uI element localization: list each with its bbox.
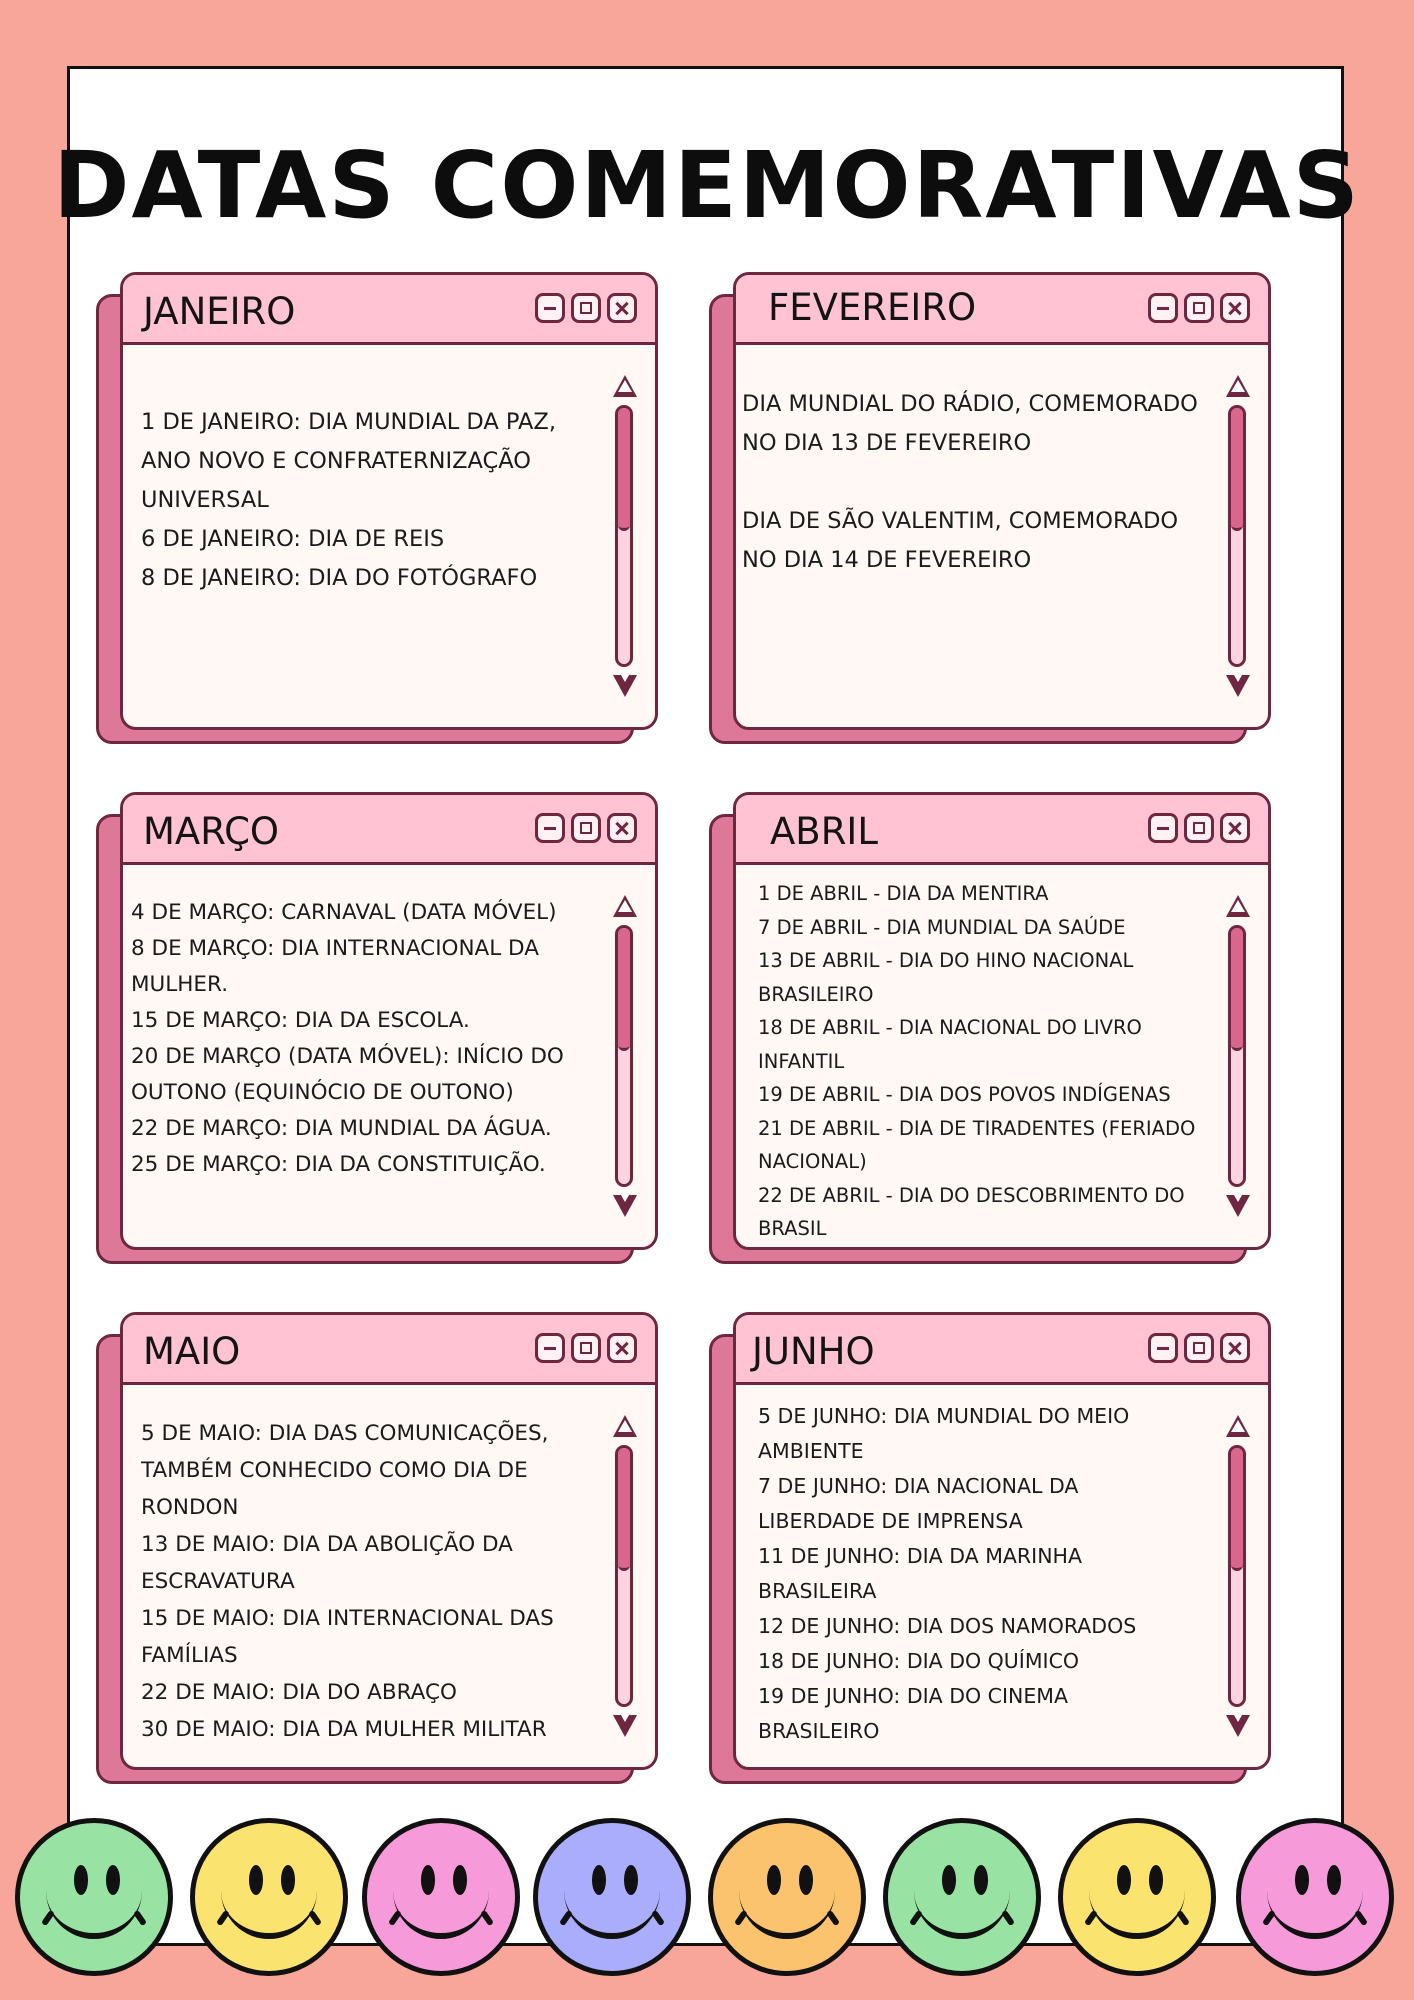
window-content — [758, 1399, 1213, 1769]
window-title: FEVEREIRO — [768, 286, 977, 329]
close-icon[interactable] — [1220, 1333, 1250, 1363]
maximize-icon[interactable] — [571, 293, 601, 323]
smiley-mouth — [393, 1875, 489, 1939]
minimize-icon[interactable] — [535, 813, 565, 843]
scroll-down-icon[interactable] — [1226, 675, 1250, 697]
window-titlebar[interactable] — [736, 795, 1268, 865]
list-item: 5 DE JUNHO: DIA MUNDIAL DO MEIO AMBIENTE — [758, 1404, 1130, 1463]
scroll-up-icon[interactable] — [613, 375, 637, 397]
window-frame — [733, 1312, 1271, 1770]
list-item: 8 DE MARÇO: DIA INTERNACIONAL DA MULHER. — [131, 936, 539, 997]
scroll-down-icon[interactable] — [1226, 1195, 1250, 1217]
window-marco — [120, 792, 658, 1250]
smiley-mouth — [46, 1875, 142, 1939]
scroll-up-icon[interactable] — [1226, 375, 1250, 397]
scrollbar[interactable] — [615, 925, 633, 1187]
smiley-mouth — [739, 1875, 835, 1939]
maximize-icon[interactable] — [1184, 1333, 1214, 1363]
scrollbar[interactable] — [1228, 1445, 1246, 1707]
smiley-mouth — [221, 1875, 317, 1939]
smiley-face-icon — [708, 1818, 866, 1976]
list-item: 18 DE ABRIL - DIA NACIONAL DO LIVRO INFANTIL — [758, 1016, 1142, 1073]
window-controls — [1148, 813, 1250, 843]
close-icon[interactable] — [607, 293, 637, 323]
window-title: JANEIRO — [143, 290, 296, 333]
maximize-icon[interactable] — [571, 1333, 601, 1363]
window-abril — [733, 792, 1271, 1250]
window-content — [758, 877, 1218, 1247]
maximize-icon[interactable] — [1184, 293, 1214, 323]
list-item: 12 DE JUNHO: DIA DOS NAMORADOS — [758, 1614, 1137, 1638]
minimize-icon[interactable] — [1148, 813, 1178, 843]
smiley-face-icon — [362, 1818, 520, 1976]
spacer-line — [742, 463, 1212, 502]
window-content — [141, 403, 596, 730]
window-content — [131, 895, 601, 1245]
window-controls — [535, 293, 637, 323]
smiley-mouth — [564, 1875, 660, 1939]
list-item: 15 DE MAIO: DIA INTERNACIONAL DAS FAMÍLIAS — [141, 1606, 554, 1668]
window-title: MAIO — [143, 1330, 241, 1373]
scroll-down-icon[interactable] — [613, 675, 637, 697]
smiley-mouth — [1089, 1875, 1185, 1939]
window-frame — [733, 272, 1271, 730]
list-item: 5 DE MAIO: DIA DAS COMUNICAÇÕES, TAMBÉM CONHECIDO COMO DIA DE RONDON — [141, 1421, 549, 1520]
minimize-icon[interactable] — [535, 1333, 565, 1363]
window-content — [141, 1415, 596, 1765]
window-frame — [120, 792, 658, 1250]
scrollbar-thumb[interactable] — [618, 408, 630, 531]
list-item: 7 DE ABRIL - DIA MUNDIAL DA SAÚDE — [758, 915, 1126, 939]
list-item: 18 DE JUNHO: DIA DO QUÍMICO — [758, 1649, 1080, 1673]
close-icon[interactable] — [1220, 293, 1250, 323]
minimize-icon[interactable] — [535, 293, 565, 323]
scrollbar-thumb[interactable] — [1231, 1448, 1243, 1571]
list-item: 22 DE MAIO: DIA DO ABRAÇO — [141, 1680, 457, 1705]
page-title: DATAS COMEMORATIVAS — [53, 132, 1361, 239]
window-content — [742, 385, 1212, 730]
window-titlebar[interactable] — [123, 1315, 655, 1385]
close-icon[interactable] — [607, 1333, 637, 1363]
scrollbar-thumb[interactable] — [1231, 928, 1243, 1051]
scrollbar-thumb[interactable] — [1231, 408, 1243, 531]
window-title: MARÇO — [143, 810, 280, 853]
window-titlebar[interactable] — [123, 795, 655, 865]
smiley-face-icon — [1058, 1818, 1216, 1976]
scrollbar-thumb[interactable] — [618, 1448, 630, 1571]
list-item: 20 DE MARÇO (DATA MÓVEL): INÍCIO DO OUTONO (EQUINÓCIO DE OUTONO) — [131, 1044, 564, 1105]
list-item: DIA MUNDIAL DO RÁDIO, COMEMORADO NO DIA 13 DE FEVEREIRO — [742, 391, 1198, 456]
scrollbar-thumb[interactable] — [618, 928, 630, 1051]
scroll-down-icon[interactable] — [613, 1715, 637, 1737]
smiley-mouth — [1267, 1875, 1363, 1939]
list-item: 8 DE JANEIRO: DIA DO FOTÓGRAFO — [141, 565, 538, 591]
list-item: 13 DE ABRIL - DIA DO HINO NACIONAL BRASILEIRO — [758, 949, 1134, 1006]
list-item: 22 DE MARÇO: DIA MUNDIAL DA ÁGUA. — [131, 1116, 552, 1141]
scrollbar[interactable] — [615, 405, 633, 667]
list-item: 21 DE ABRIL - DIA DE TIRADENTES (FERIADO NACIONAL) — [758, 1116, 1196, 1173]
smiley-face-icon — [15, 1818, 173, 1976]
maximize-icon[interactable] — [571, 813, 601, 843]
window-fevereiro — [733, 272, 1271, 730]
list-item: 25 DE MARÇO: DIA DA CONSTITUIÇÃO. — [131, 1152, 546, 1177]
window-controls — [1148, 1333, 1250, 1363]
close-icon[interactable] — [1220, 813, 1250, 843]
smiley-face-icon — [1236, 1818, 1394, 1976]
window-controls — [1148, 293, 1250, 323]
scroll-up-icon[interactable] — [613, 1415, 637, 1437]
list-item: 1 DE JANEIRO: DIA MUNDIAL DA PAZ, ANO NOVO E CONFRATERNIZAÇÃO UNIVERSAL — [141, 409, 556, 513]
window-maio — [120, 1312, 658, 1770]
scroll-down-icon[interactable] — [1226, 1715, 1250, 1737]
list-item: 6 DE JANEIRO: DIA DE REIS — [141, 526, 445, 552]
list-item: 19 DE JUNHO: DIA DO CINEMA BRASILEIRO — [758, 1684, 1069, 1743]
scroll-up-icon[interactable] — [1226, 1415, 1250, 1437]
maximize-icon[interactable] — [1184, 813, 1214, 843]
window-titlebar[interactable] — [736, 1315, 1268, 1385]
smiley-face-icon — [190, 1818, 348, 1976]
list-item: 30 DE MAIO: DIA DA MULHER MILITAR — [141, 1717, 547, 1742]
list-item: 22 DE ABRIL - DIA DO DESCOBRIMENTO DO BRASIL — [758, 1183, 1185, 1240]
close-icon[interactable] — [607, 813, 637, 843]
scroll-up-icon[interactable] — [1226, 895, 1250, 917]
window-title: ABRIL — [770, 810, 878, 853]
list-item: 11 DE JUNHO: DIA DA MARINHA BRASILEIRA — [758, 1544, 1082, 1603]
list-item: 13 DE MAIO: DIA DA ABOLIÇÃO DA ESCRAVATURA — [141, 1532, 513, 1594]
smiley-face-icon — [883, 1818, 1041, 1976]
window-controls — [535, 1333, 637, 1363]
scrollbar[interactable] — [1228, 405, 1246, 667]
window-janeiro — [120, 272, 658, 730]
list-item: 1 DE ABRIL - DIA DA MENTIRA — [758, 882, 1049, 905]
list-item: 19 DE ABRIL - DIA DOS POVOS INDÍGENAS — [758, 1083, 1171, 1106]
minimize-icon[interactable] — [1148, 293, 1178, 323]
scrollbar[interactable] — [1228, 925, 1246, 1187]
list-item: 7 DE JUNHO: DIA NACIONAL DA LIBERDADE DE IMPRENSA — [758, 1474, 1079, 1533]
scrollbar[interactable] — [615, 1445, 633, 1707]
window-controls — [535, 813, 637, 843]
list-item: DIA DE SÃO VALENTIM, COMEMORADO NO DIA 14 DE FEVEREIRO — [742, 508, 1179, 573]
window-frame — [120, 1312, 658, 1770]
window-title: JUNHO — [752, 1330, 875, 1373]
window-junho — [733, 1312, 1271, 1770]
smiley-face-icon — [533, 1818, 691, 1976]
window-frame — [733, 792, 1271, 1250]
window-titlebar[interactable] — [736, 275, 1268, 345]
window-titlebar[interactable] — [123, 275, 655, 345]
window-frame — [120, 272, 658, 730]
list-item: 4 DE MARÇO: CARNAVAL (DATA MÓVEL) — [131, 900, 557, 925]
smiley-mouth — [914, 1875, 1010, 1939]
scroll-up-icon[interactable] — [613, 895, 637, 917]
list-item: 15 DE MARÇO: DIA DA ESCOLA. — [131, 1008, 470, 1033]
minimize-icon[interactable] — [1148, 1333, 1178, 1363]
scroll-down-icon[interactable] — [613, 1195, 637, 1217]
